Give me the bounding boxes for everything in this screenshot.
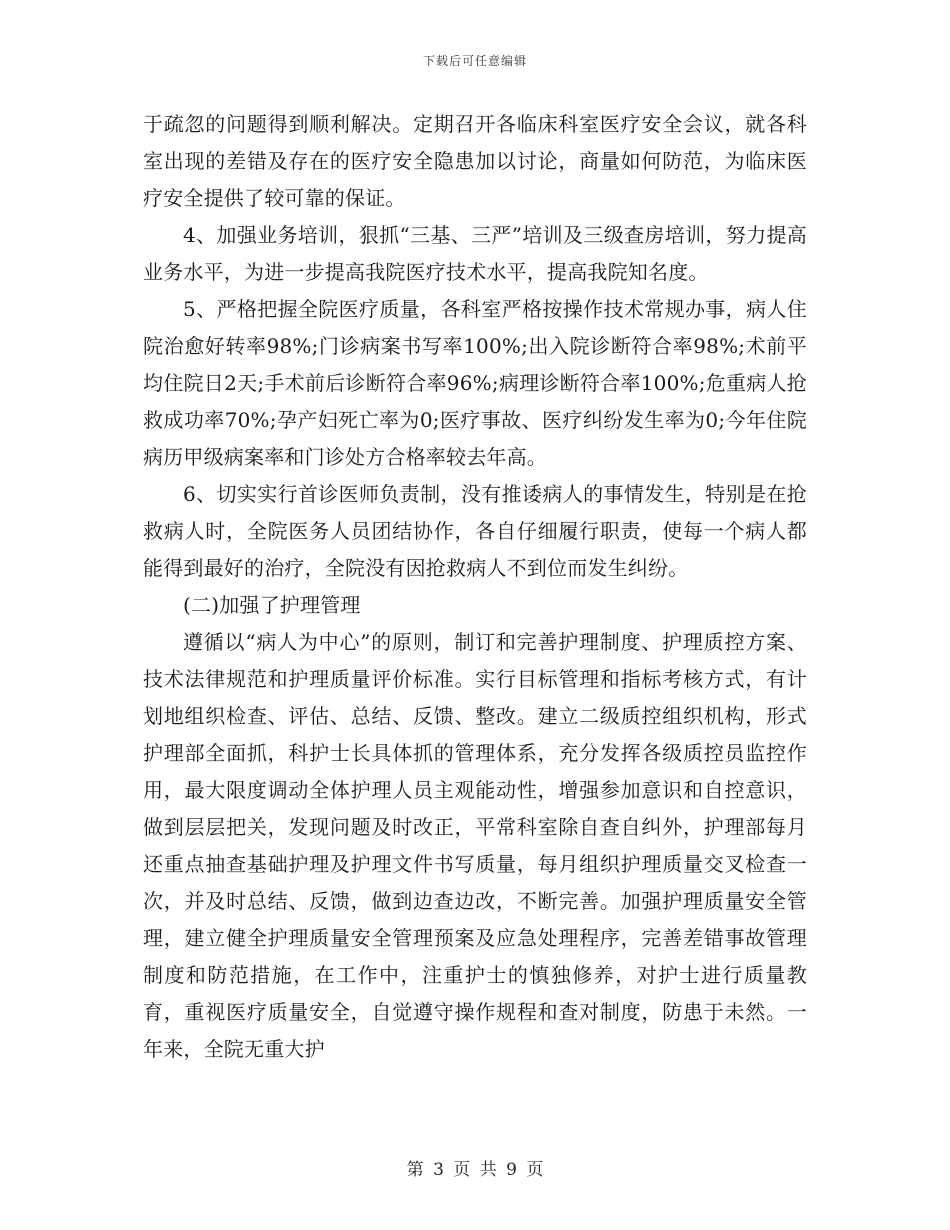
paragraph-2: 4、加强业务培训，狠抓“三基、三严”培训及三级查房培训，努力提高业务水平，为进一步提高我院医疗技术水平，提高我院知名度。 [143,223,807,284]
paragraph-3: 5、严格把握全院医疗质量，各科室严格按操作技术常规办事，病人住院治愈好转率98%;门诊病案书写率100%;出入院诊断符合率98%;术前平均住院日2天;手术前后诊断符合率96%;病理诊断符合率100%;危重病人抢救成功率70%;孕产妇死亡率为0;医疗事故、医疗纠纷发生率为0;今年住院病历甲级病案率和门诊处方合格率较去年高。 [143,297,807,469]
paragraph-5: 遵循以“病人为中心”的原则，制订和完善护理制度、护理质控方案、技术法律规范和护理质量评价标准。实行目标管理和指标考核方式，有计划地组织检查、评估、总结、反馈、整改。建立二级质控组织机构，形式护理部全面抓，科护士长具体抓的管理体系，充分发挥各级质控员监控作用，最大限度调动全体护理人员主观能动性，增强参加意识和自控意识，做到层层把关，发现问题及时改正，平常科室除自查自纠外，护理部每月还重点抽查基础护理及护理文件书写质量，每月组织护理质量交叉检查一次，并及时总结、反馈，做到边查边改，不断完善。加强护理质量安全管理，建立健全护理质量安全管理预案及应急处理程序，完善差错事故管理制度和防范措施，在工作中，注重护士的慎独修养，对护士进行质量教育，重视医疗质量安全，自觉遵守操作规程和查对制度，防患于未然。一年来，全院无重大护 [143,630,807,1061]
page-footer: 第 3 页 共 9 页 [406,1160,544,1180]
page-header: 下载后可任意编辑 [422,54,527,68]
paragraph-1: 于疏忽的问题得到顺利解决。定期召开各临床科室医疗安全会议，就各科室出现的差错及存在的医疗安全隐患加以讨论，商量如何防范，为临床医疗安全提供了较可靠的保证。 [143,112,807,210]
document-body [143,106,807,1068]
section-heading-nursing: (二)加强了护理管理 [183,593,361,617]
paragraph-4: 6、切实实行首诊医师负责制，没有推诿病人的事情发生，特别是在抢救病人时，全院医务人员团结协作，各自仔细履行职责，使每一个病人都能得到最好的治疗，全院没有因抢救病人不到位而发生纠纷。 [143,482,807,580]
